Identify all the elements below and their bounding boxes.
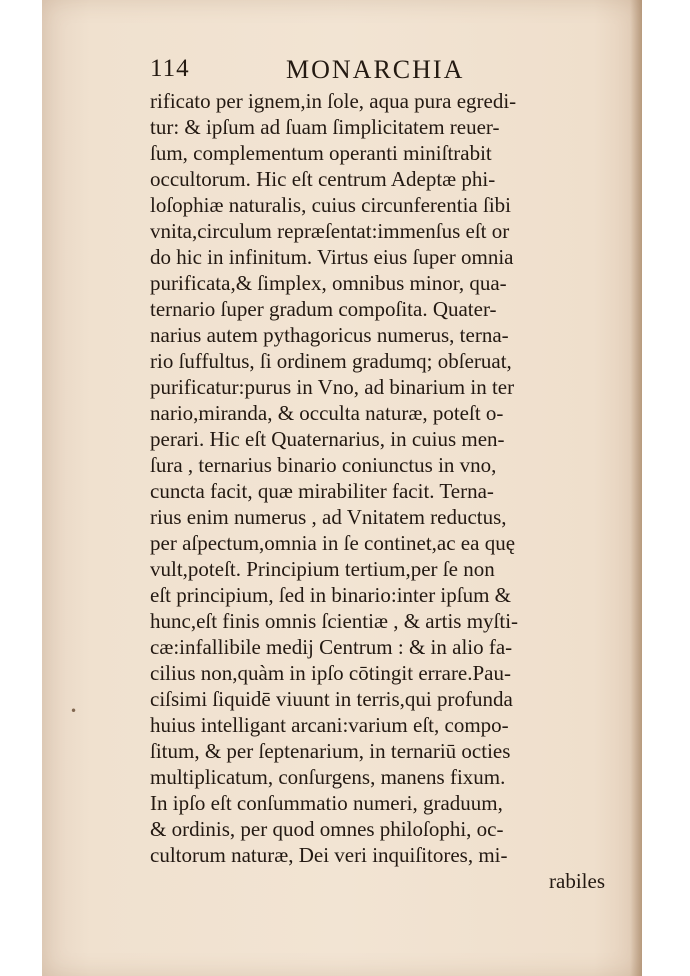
text-line: cæ:infallibile medij Centrum : & in alio fa- — [150, 635, 513, 659]
text-line: ſura , ternarius binario coniunctus in vno, — [150, 453, 497, 477]
text-line: In ipſo eſt conſummatio numeri, graduum, — [150, 791, 503, 815]
text-line: narius autem pythagoricus numerus, terna- — [150, 323, 509, 347]
text-line: do hic in infinitum. Virtus eius ſuper omnia — [150, 245, 514, 269]
text-line: perari. Hic eſt Quaternarius, in cuius men- — [150, 427, 505, 451]
text-line: occultorum. Hic eſt centrum Adeptæ phi- — [150, 167, 496, 191]
scan-margin-left — [0, 0, 42, 976]
text-line: huius intelligant arcani:varium eſt, compo- — [150, 713, 509, 737]
scan-margin-right — [642, 0, 690, 976]
body-text — [150, 88, 605, 908]
text-line: tur: & ipſum ad ſuam ſimplicitatem reuer- — [150, 115, 500, 139]
text-line: loſophiæ naturalis, cuius circunferentia ſibi — [150, 193, 511, 217]
text-line: ciſsimi ſiquidē viuunt in terris,qui profunda — [150, 687, 513, 711]
text-line: purificatur:purus in Vno, ad binarium in ter — [150, 375, 515, 399]
text-line: cuncta facit, quæ mirabiliter facit. Terna- — [150, 479, 494, 503]
text-line: ſum, complementum operanti miniſtrabit — [150, 141, 492, 165]
text-line: & ordinis, per quod omnes philoſophi, oc- — [150, 817, 504, 841]
text-line: ternario ſuper gradum compoſita. Quater- — [150, 297, 497, 321]
text-line: multiplicatum, conſurgens, manens fixum. — [150, 765, 506, 789]
page-edge-shadow — [630, 0, 642, 976]
text-line: ſitum, & per ſeptenarium, in ternariū octies — [150, 739, 511, 763]
text-line: purificata,& ſimplex, omnibus minor, qua- — [150, 271, 507, 295]
text-line: hunc,eſt finis omnis ſcientiæ , & artis myſti- — [150, 609, 519, 633]
catchword: rabiles — [549, 869, 605, 893]
text-line: rio ſuffultus, ſi ordinem gradumq; obſeruat, — [150, 349, 512, 373]
margin-mark-icon: • — [70, 704, 78, 718]
text-line: vult,poteſt. Principium tertium,per ſe non — [150, 557, 495, 581]
text-line: eſt principium, ſed in binario:inter ipſum & — [150, 583, 512, 607]
text-line: nario,miranda, & occulta naturæ, poteſt o- — [150, 401, 504, 425]
page-header — [150, 55, 600, 89]
text-line: rificato per ignem,in ſole, aqua pura egredi- — [150, 89, 517, 113]
text-line: cilius non,quàm in ipſo cōtingit errare.Pau- — [150, 661, 511, 685]
page-number: 114 — [150, 55, 190, 82]
text-line: per aſpectum,omnia in ſe continet,ac ea quę — [150, 531, 516, 555]
running-head: MONARCHIA — [286, 55, 465, 84]
text-line: vnita,circulum repræſentat:immenſus eſt or — [150, 219, 510, 243]
text-line: rius enim numerus , ad Vnitatem reductus, — [150, 505, 507, 529]
text-line: cultorum naturæ, Dei veri inquiſitores, mi- — [150, 843, 508, 867]
